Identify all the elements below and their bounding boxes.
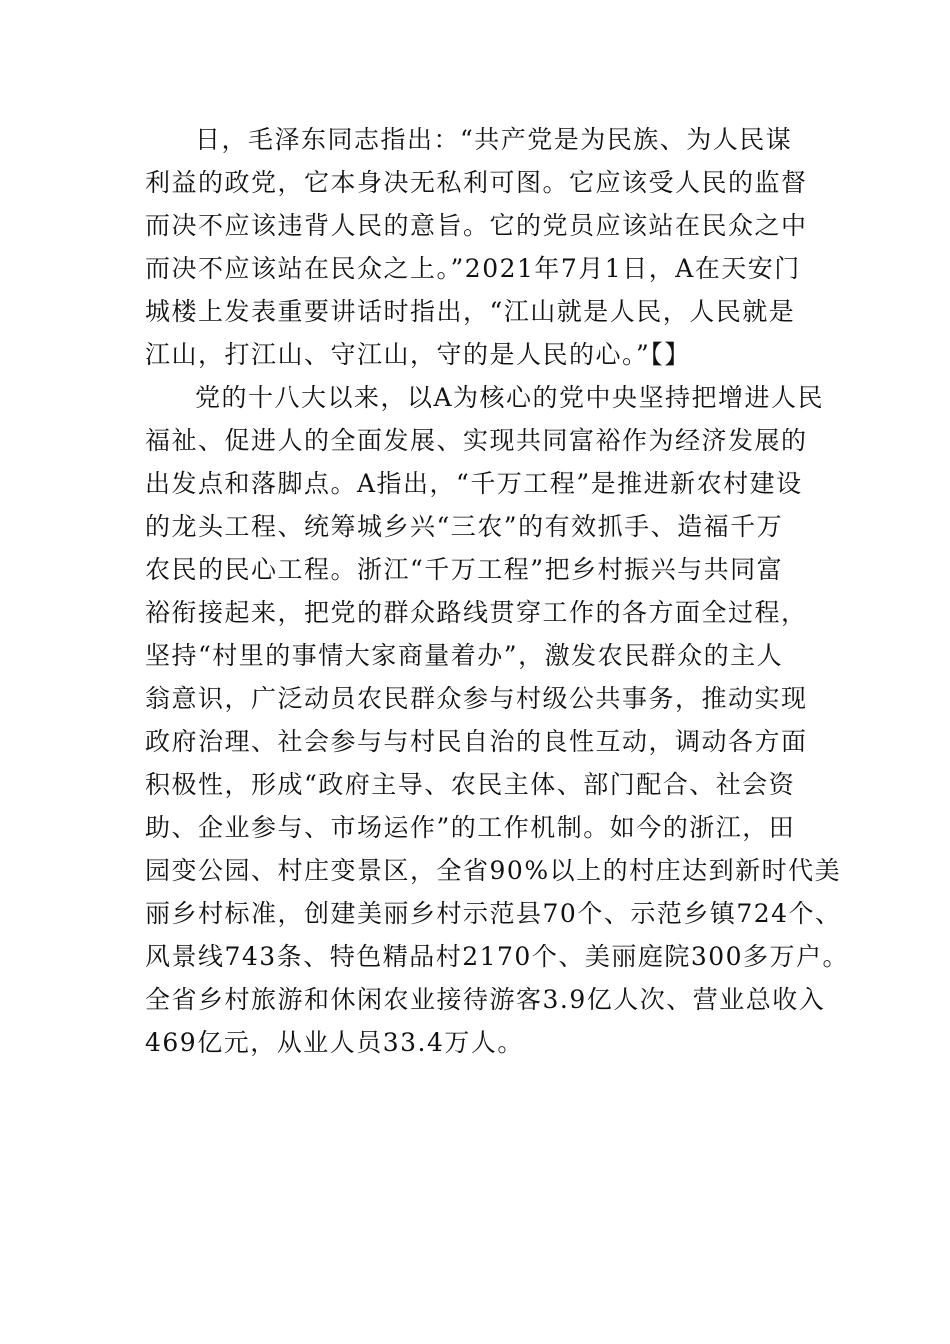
text-line: 江山，打江山、守江山，守的是人民的心。”【】 [145,340,691,369]
text-line: 助、企业参与、市场运作”的工作机制。如今的浙江，田 [145,813,796,842]
text-line: 出发点和落脚点。A指出，“千万工程”是推进新农村建设 [145,469,803,498]
text-line: 福祉、促进人的全面发展、实现共同富裕作为经济发展的 [145,426,808,455]
text-line: 469亿元，从业人员33.4万人。 [145,1028,524,1057]
text-line: 农民的民心工程。浙江“千万工程”把乡村振兴与共同富 [145,555,784,584]
text-line: 翁意识，广泛动员农民群众参与村级公共事务，推动实现 [145,684,808,713]
paragraph-1 [145,118,807,376]
text-line: 裕衔接起来，把党的群众路线贯穿工作的各方面全过程， [145,598,808,627]
text-line: 风景线743条、特色精品村2170个、美丽庭院300多万户。 [145,942,850,971]
text-line: 城楼上发表重要讲话时指出，“江山就是人民，人民就是 [145,297,796,326]
text-line: 坚持“村里的事情大家商量着办”，激发农民群众的主人 [145,641,784,670]
paragraph-2 [145,376,850,1064]
text-line: 丽乡村标准，创建美丽乡村示范县70个、示范乡镇724个、 [145,899,842,928]
document-body [145,118,850,1064]
text-line: 的龙头工程、统筹城乡兴“三农”的有效抓手、造福千万 [145,512,784,541]
text-line: 园变公园、村庄变景区，全省90%以上的村庄达到新时代美 [145,856,842,885]
text-line: 而决不应该站在民众之上。”2021年7月1日，A在天安门 [145,254,801,283]
text-line: 利益的政党，它本身决无私利可图。它应该受人民的监督 [145,168,808,197]
text-line: 政府治理、社会参与与村民自治的良性互动，调动各方面 [145,727,808,756]
text-line: 党的十八大以来，以A为核心的党中央坚持把增进人民 [195,383,825,412]
text-line: 日，毛泽东同志指出：“共产党是为民族、为人民谋 [195,125,793,154]
text-line: 积极性，形成“政府主导、农民主体、部门配合、社会资 [145,770,796,799]
text-line: 而决不应该违背人民的意旨。它的党员应该站在民众之中 [145,211,808,240]
text-line: 全省乡村旅游和休闲农业接待游客3.9亿人次、营业总收入 [145,985,826,1014]
